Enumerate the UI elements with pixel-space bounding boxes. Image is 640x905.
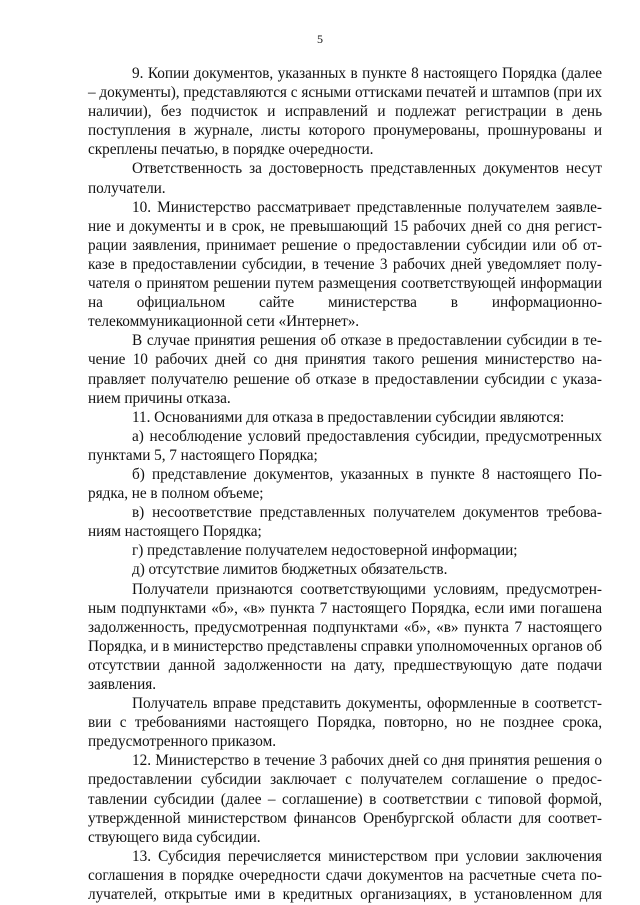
list-item-g: г) представление получателем недостоверной информации;	[132, 542, 518, 560]
paragraph-13: 13. Субсидия перечисляется министерством при условии заключения соглашения в порядке очередности сдачи документов на расчетные счета получателей, открытые ими в кредитных организациях, в установленном для	[88, 847, 602, 904]
document-body	[88, 64, 602, 904]
list-item-v: в) несоответствие представленных получателем документов требованиям настоящего Порядка;	[88, 504, 602, 541]
paragraph-12: 12. Министерство в течение 3 рабочих дней со дня принятия решения о предоставлении субсидии заключает с получателем соглашение о предоставлении субсидии (далее – соглашение) в соответствии с типовой формой, утвержденной министерством финансов Оренбургской области для соответствующего вида субсидии.	[88, 752, 602, 846]
list-item-a: а) несоблюдение условий предоставления субсидии, предусмотренных пунктами 5, 7 настоящего Порядка;	[88, 427, 602, 464]
paragraph-resubmission: Получатель вправе представить документы, оформленные в соответствии с требованиями настоящего Порядка, повторно, но не позднее срока, предусмотренного приказом.	[88, 695, 602, 751]
paragraph-11: 11. Основаниями для отказа в предоставлении субсидии являются:	[132, 408, 565, 426]
list-item-b: б) представление документов, указанных в пункте 8 настоящего Порядка, не в полном объеме;	[88, 465, 602, 503]
paragraph-9: 9. Копии документов, указанных в пункте 8 настоящего Порядка (далее – документы), представляются с ясными оттисками печатей и штампов (при их наличии), без подчисток и исправлений и подлежат регистрации в день поступления в журнале, листы которого пронумерованы, прошнурованы и скреплены печатью, в порядке очередности.	[88, 65, 602, 159]
paragraph-10: 10. Министерство рассматривает представленные получателем заявление и документы и в срок, не превышающий 15 рабочих дней со дня регистрации заявления, принимает решение о предоставлении субсидии или об отказе в предоставлении субсидии, в течение 3 рабочих дней уведомляет получателя о принятом решении путем размещения соответствующей информации на официальном сайте министерства в информационно-телекоммуникационной сети «Интернет».	[88, 198, 602, 331]
list-item-d: д) отсутствие лимитов бюджетных обязательств.	[132, 561, 448, 579]
paragraph-responsibility: Ответственность за достоверность представленных документов несут получатели.	[88, 160, 602, 197]
paragraph-refusal-notice: В случае принятия решения об отказе в предоставлении субсидии в течение 10 рабочих дней со дня принятия такого решения министерство направляет получателю решение об отказе в предоставлении субсидии с указанием причины отказа.	[88, 332, 602, 407]
paragraph-conditions: Получатели признаются соответствующими условиям, предусмотренным подпунктами «б», «в» пункта 7 настоящего Порядка, если ими погашена задолженность, предусмотренная подпунктами «б», «в» пункта 7 настоящего Порядка, и в министерство представлены справки уполномоченных органов об отсутствии данной задолженности на дату, предшествующую дате подачи заявления.	[88, 580, 602, 693]
page-number: 5	[317, 32, 323, 46]
